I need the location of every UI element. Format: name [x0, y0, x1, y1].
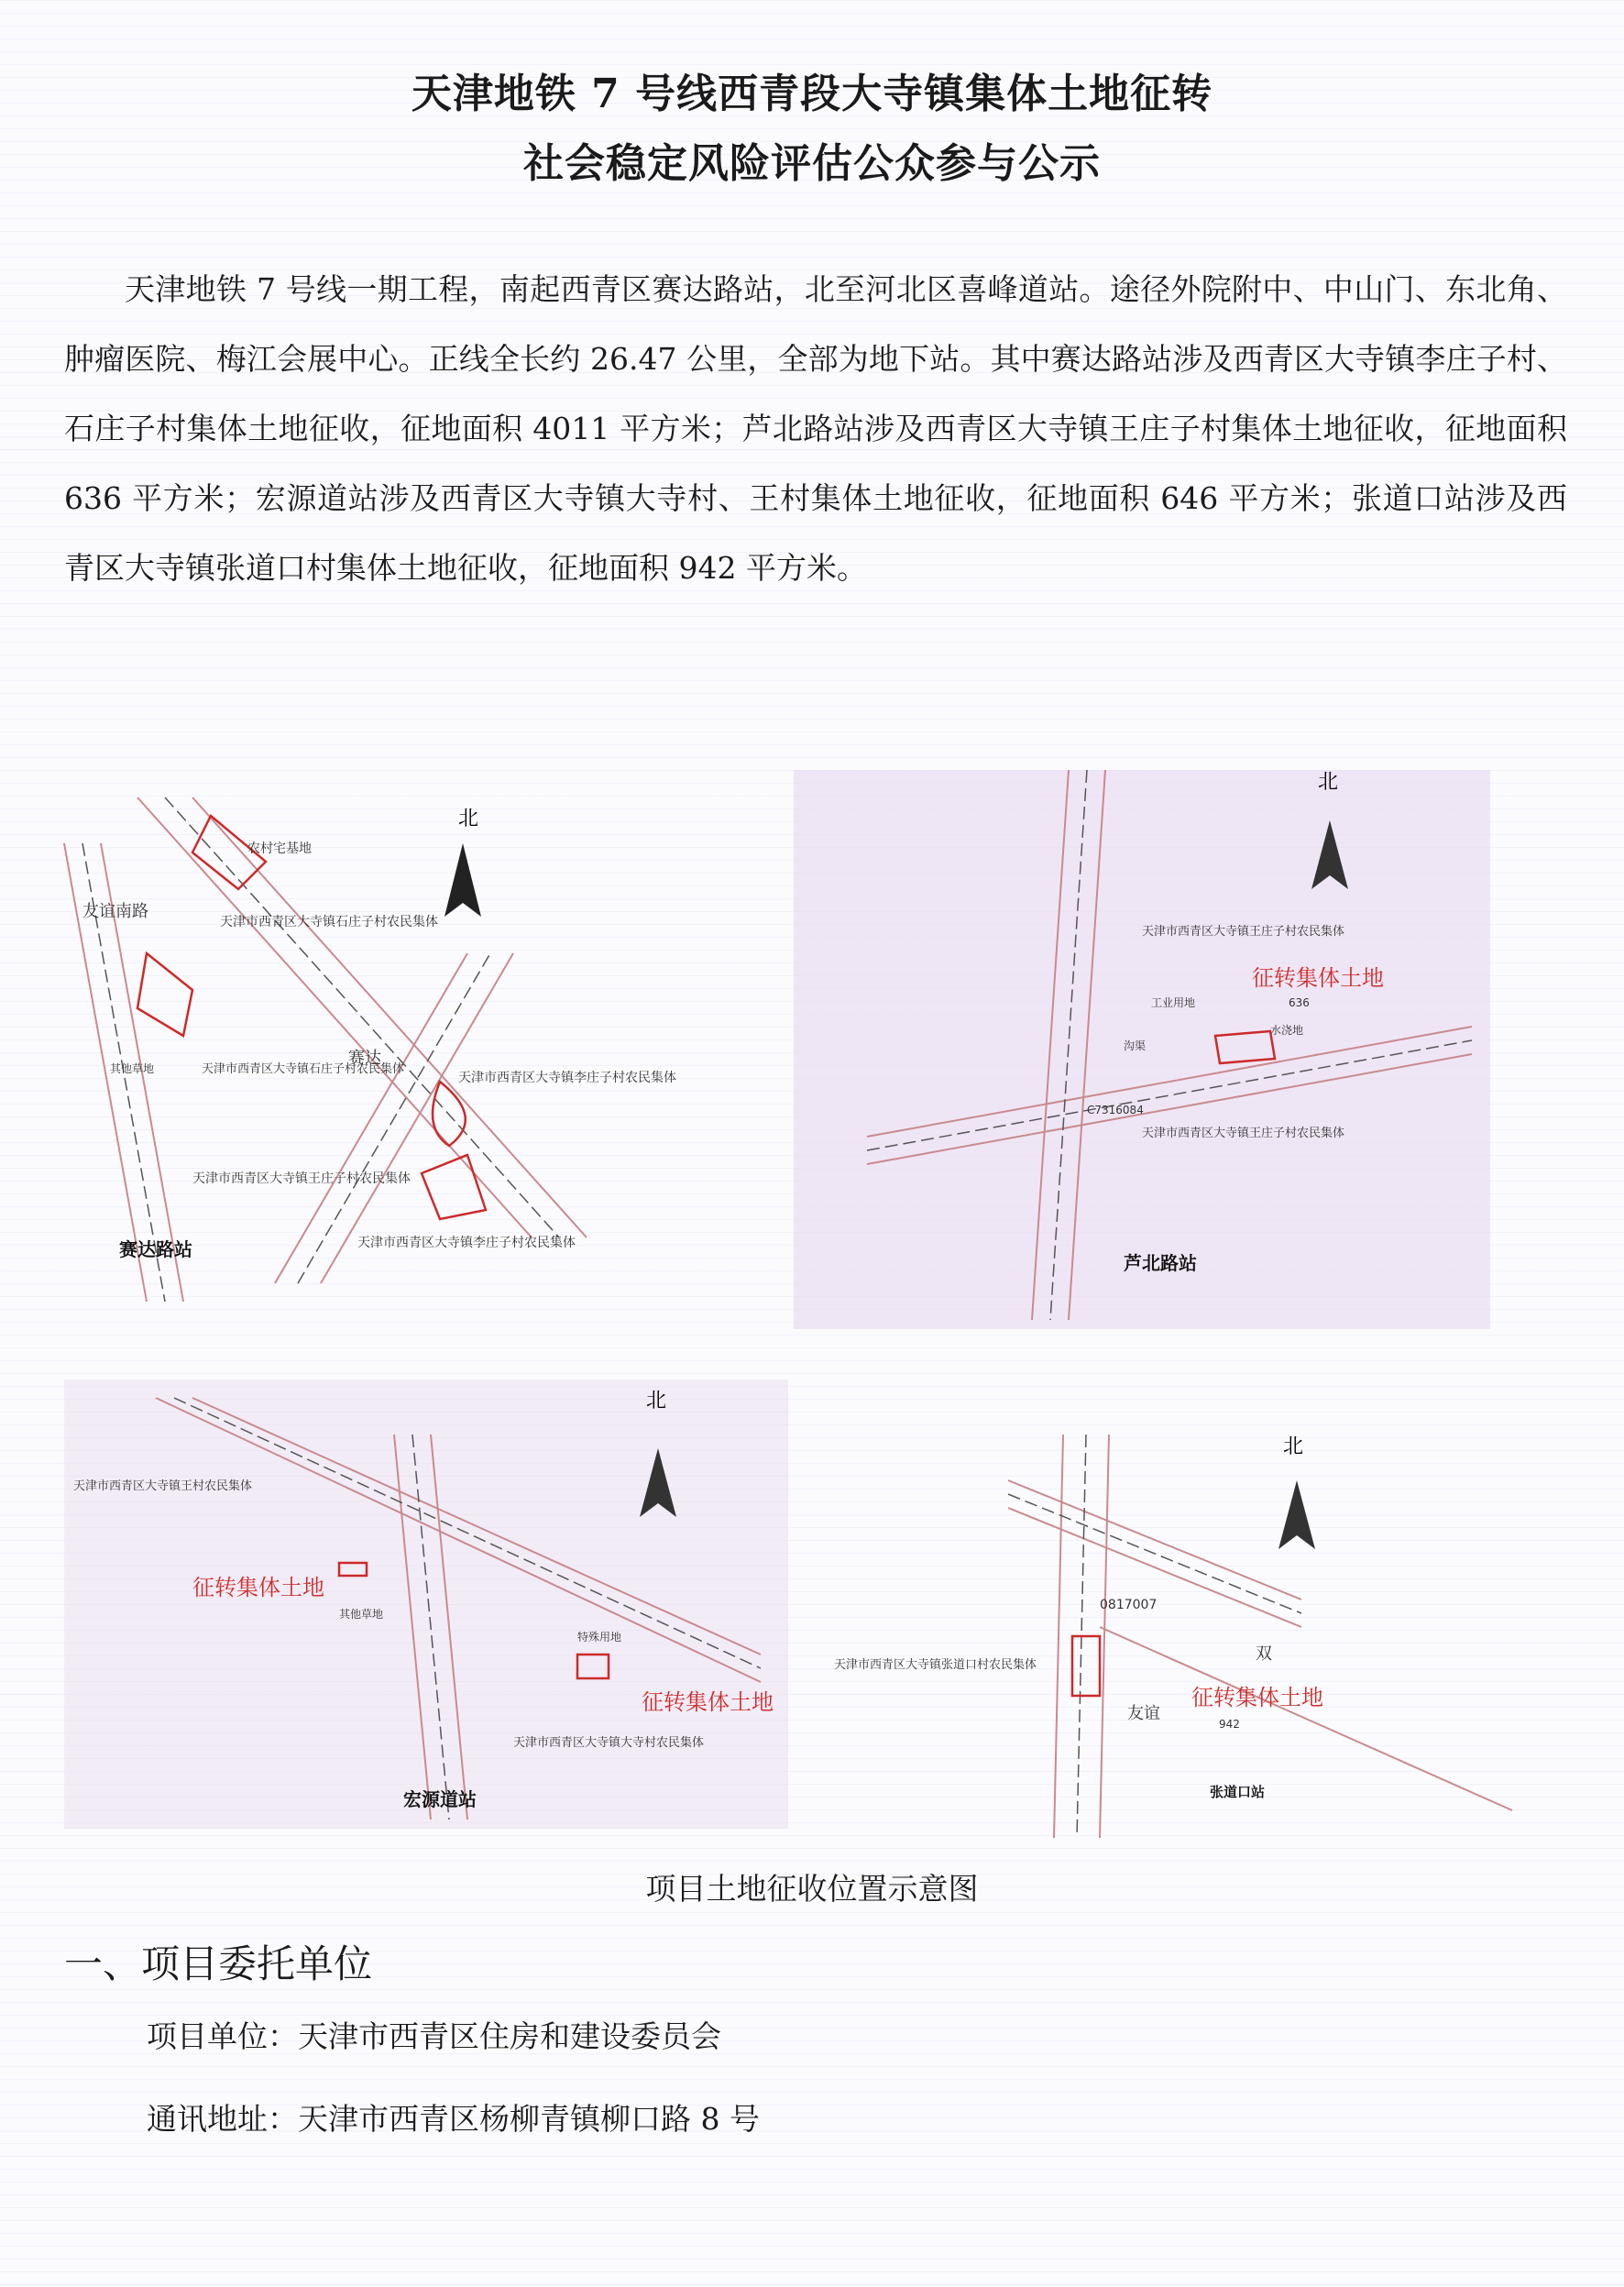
road-label-1: 友谊南路 [82, 902, 148, 921]
centerlines [82, 797, 559, 1302]
label-other: 其他草地 [110, 1062, 155, 1075]
label-land-hongyuan-1: 征转集体土地 [192, 1575, 324, 1600]
map-saida-station [55, 788, 752, 1302]
parcel-zhangdao [1072, 1636, 1100, 1696]
figure-caption: 项目土地征收位置示意图 [645, 1871, 979, 1907]
map-zhangdao-svg [825, 1425, 1531, 1838]
road-label-2: 赛达 [348, 1049, 381, 1068]
project-unit: 项目单位：天津市西青区住房和建设委员会 [147, 2018, 721, 2054]
label-land-zhangdao: 征转集体土地 [1191, 1685, 1323, 1710]
page-title-line2: 社会稳定风险评估公众参与公示 [523, 140, 1101, 187]
label-ditch: 沟渠 [1124, 1039, 1147, 1052]
label-land-hongyuan-2: 征转集体土地 [642, 1689, 774, 1715]
north-label: 北 [458, 807, 479, 830]
map-hongyuan-svg [64, 1380, 788, 1829]
label-dasi: 天津市西青区大寺镇大寺村农民集体 [513, 1736, 705, 1750]
section-heading: 一、项目委托单位 [64, 1941, 373, 1986]
label-lizhuang2: 天津市西青区大寺镇李庄子村农民集体 [357, 1236, 576, 1250]
map-bg [64, 1380, 788, 1829]
contact-address: 通讯地址：天津市西青区杨柳青镇柳口路 8 号 [147, 2101, 760, 2137]
label-water: 水浇地 [1270, 1024, 1304, 1037]
label-shizhuang2: 天津市西青区大寺镇石庄子村农民集体 [202, 1062, 405, 1076]
station-label-saida: 赛达路站 [119, 1238, 192, 1260]
label-shizhuang: 天津市西青区大寺镇石庄子村农民集体 [220, 915, 438, 929]
map-lubei-svg [794, 770, 1490, 1329]
station-label-hongyuan: 宏源道站 [403, 1788, 477, 1810]
label-wangzhuang2: 天津市西青区大寺镇王庄子村农民集体 [1142, 1127, 1345, 1140]
station-label-lubei: 芦北路站 [1124, 1252, 1197, 1274]
area-lubei: 636 [1289, 996, 1310, 1009]
north-label: 北 [1283, 1435, 1304, 1457]
north-arrow [1278, 1435, 1315, 1549]
map-saida-svg [55, 788, 752, 1302]
map-lubei-station [794, 770, 1490, 1329]
label-wangcun: 天津市西青区大寺镇王村农民集体 [73, 1479, 253, 1493]
road-label-1: 友谊 [1127, 1704, 1160, 1723]
label-industrial: 工业用地 [1151, 996, 1196, 1009]
area-zhangdao: 942 [1219, 1718, 1240, 1731]
parcels [137, 816, 486, 1219]
north-label: 北 [646, 1389, 667, 1412]
north-arrow-icon [444, 843, 481, 917]
label-lizhuang: 天津市西青区大寺镇李庄子村农民集体 [458, 1071, 676, 1085]
label-rural: 农村宅基地 [247, 841, 312, 856]
label-other: 其他草地 [339, 1608, 384, 1621]
north-arrow [444, 807, 481, 917]
code-lubei: C7316084 [1087, 1104, 1144, 1116]
north-label: 北 [1318, 770, 1339, 793]
roads [64, 797, 587, 1302]
label-wangzhuang: 天津市西青区大寺镇王庄子村农民集体 [192, 1171, 411, 1186]
intro-paragraph: 天津地铁 7 号线一期工程，南起西青区赛达路站，北至河北区喜峰道站。途径外院附中、中山门、东北角、肿瘤医院、梅江会展中心。正线全长约 26.47 公里，全部为地下站。其中赛达路站涉及西青区大寺镇李庄子村、石庄子村集体土地征收，征地面积 4011 平方米；芦北路站涉及西青区大寺镇王庄子村集体土地征收，征地面积 636 平方米；宏源道站涉及西青区大寺镇大寺村、王村集体土地征收，征地面积 646 平方米；张道口站涉及西青区大寺镇张道口村集体土地征收，征地面积 942 平方米。 [64, 271, 1567, 586]
label-wangzhuang: 天津市西青区大寺镇王庄子村农民集体 [1142, 925, 1345, 939]
label-village: 天津市西青区大寺镇张道口村农民集体 [834, 1658, 1037, 1672]
page-title-line1: 天津地铁 7 号线西青段大寺镇集体土地征转 [411, 71, 1213, 117]
map-hongyuan-station [64, 1380, 788, 1829]
north-arrow-icon [1278, 1480, 1315, 1549]
label-special: 特殊用地 [577, 1631, 622, 1644]
map-zhangdao-station [825, 1425, 1531, 1838]
label-land-lubei: 征转集体土地 [1252, 965, 1384, 991]
station-label-zhangdao: 张道口站 [1210, 1784, 1266, 1800]
code-zhangdao: 0817007 [1100, 1598, 1158, 1612]
road-label-2: 双 [1256, 1644, 1272, 1664]
